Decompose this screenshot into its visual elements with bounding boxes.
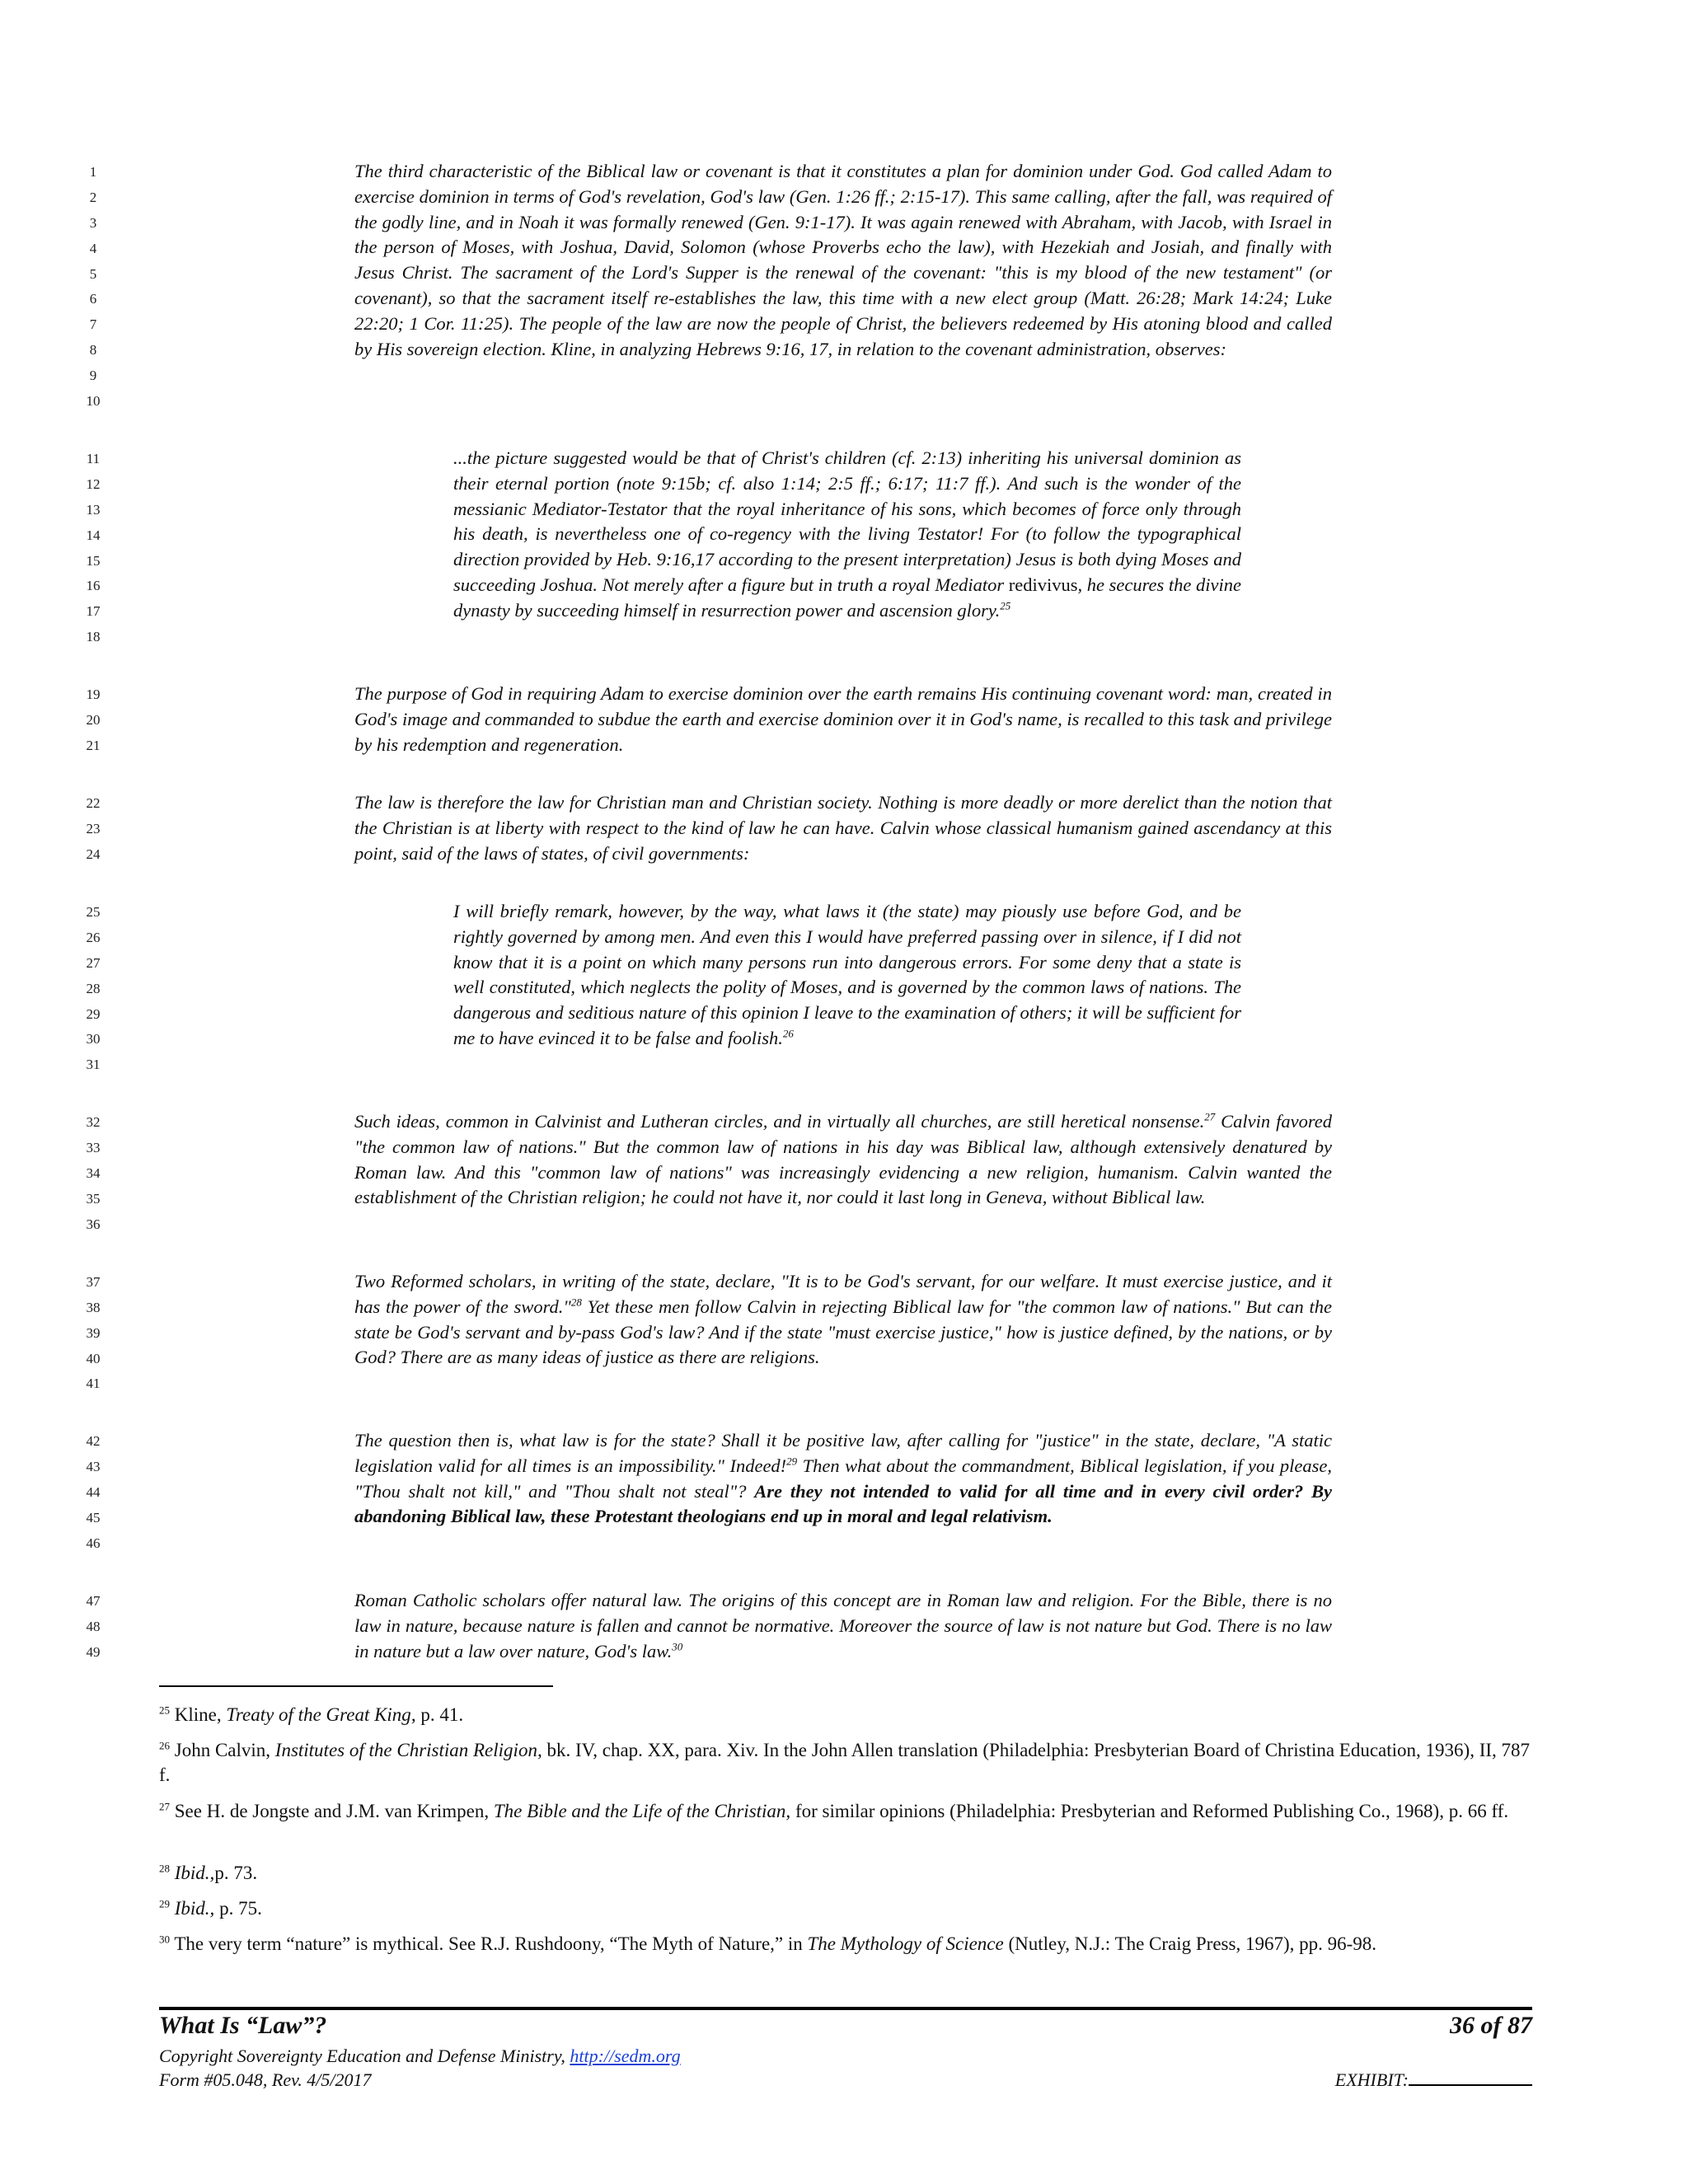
footnote-text: for similar opinions (Philadelphia: Presbyterian and Reformed Publishing Co., 1968), p. 66 ff.	[790, 1801, 1509, 1821]
footnote-number: 29	[159, 1897, 170, 1910]
footnote-ref[interactable]: 29	[786, 1455, 798, 1468]
form-revision: Form #05.048, Rev. 4/5/2017	[159, 2069, 372, 2090]
page-number: 36 of 87	[1450, 2012, 1532, 2039]
footnote-title: The Mythology of Science	[807, 1933, 1004, 1954]
paragraph-text: Roman Catholic scholars offer natural law. The origins of this concept are in Roman law and religion. For the Bible, there is no law in nature, because nature is fallen and cannot be normative. Moreover the source of law is not nature but God. There is no law in nature but a law over nature, God's law.	[354, 1590, 1332, 1661]
line-number: 22	[86, 795, 101, 811]
copyright-text: Copyright Sovereignty Education and Defense Ministry,	[159, 2046, 570, 2066]
line-number: 20	[86, 712, 101, 728]
copyright-line	[159, 2045, 681, 2067]
footnote-ref[interactable]: 25	[1000, 599, 1011, 612]
line-number: 45	[86, 1510, 101, 1526]
footnote	[159, 1738, 1532, 1788]
exhibit-label: EXHIBIT:	[1334, 2069, 1409, 2090]
line-number: 12	[86, 476, 101, 492]
footnote	[159, 1703, 1532, 1727]
quote-text: I will briefly remark, however, by the way, what laws it (the state) may piously use before God, and be rightly governed by among men. And even this I would have preferred passing over in silence, if I did not know that it is a point on which many persons run into dangerous errors. For some deny that a state is well constituted, which neglects the polity of Moses, and is governed by the common laws of nations. The dangerous and seditious nature of this opinion I leave to the examination of others; it will be sufficient for me to have evinced it to be false and foolish.	[453, 901, 1241, 1048]
line-number: 9	[89, 368, 97, 383]
line-number: 3	[89, 215, 97, 231]
line-number: 25	[86, 904, 101, 920]
paragraph-text: The question then is, what law is for the state? Shall it be positive law, after calling for "justice" in the state, declare, "A static legislation valid for all times is an impossibility." Indeed!	[354, 1430, 1332, 1476]
line-number: 10	[86, 393, 101, 409]
footnote-ref[interactable]: 27	[1204, 1110, 1216, 1123]
line-number: 17	[86, 603, 101, 619]
footnote-text: The very term “nature” is mythical. See R.J. Rushdoony, “The Myth of Nature,” in	[170, 1933, 808, 1954]
line-number: 31	[86, 1057, 101, 1072]
footnote-title: Ibid.,	[174, 1898, 215, 1919]
footnote-ref[interactable]: 28	[570, 1296, 582, 1309]
body-paragraph: The purpose of God in requiring Adam to exercise dominion over the earth remains His continuing covenant word: man, created in God's image and commanded to subdue the earth and exercise dominion over it in God's name, is recalled to this task and privilege by his redemption and regeneration.	[354, 683, 1332, 755]
line-number: 13	[86, 502, 101, 518]
footnote-number: 27	[159, 1800, 170, 1813]
footnote-text: (Nutley, N.J.: The Craig Press, 1967), pp. 96-98.	[1003, 1933, 1377, 1954]
footnote-number: 26	[159, 1739, 170, 1752]
line-number: 37	[86, 1274, 101, 1290]
line-number: 32	[86, 1114, 101, 1130]
line-number: 4	[89, 241, 97, 256]
paragraph-text: Calvin favored "the common law of nations." But the common law of nations in his day was Biblical law, although extensively denatured by Roman law. And this "common law of nations" was increasingly evidencing a new religion, humanism. Calvin wanted the establishment of the Christian religion; he could not have it, nor could it last long in Geneva, without Biblical law.	[354, 1111, 1332, 1208]
footnote-text: See H. de Jongste and J.M. van Krimpen,	[170, 1801, 494, 1821]
line-number: 38	[86, 1300, 101, 1315]
line-number: 27	[86, 955, 101, 971]
paragraph-text: Yet these men follow Calvin in rejecting Biblical law for "the common law of nations." But can the state be God's servant and by-pass God's law? And if the state "must exercise justice," how is justice defined, by the nations, or by God? There are as many ideas of justice as there are religions.	[354, 1296, 1333, 1368]
line-number: 21	[86, 738, 101, 753]
line-number: 30	[86, 1031, 101, 1047]
body-paragraph: The third characteristic of the Biblical law or covenant is that it constitutes a plan for dominion under God. God called Adam to exercise dominion in terms of God's revelation, God's law (Gen. 1:26 ff.; 2:15-17). This same calling, after the fall, was required of the godly line, and in Noah it was formally renewed (Gen. 9:1-17). It was again renewed with Abraham, with Jacob, with Israel in the person of Moses, with Joshua, David, Solomon (whose Proverbs echo the law), with Hezekiah and Josiah, and finally with Jesus Christ. The sacrament of the Lord's Supper is the renewal of the covenant: "this is my blood of the new testament" (or covenant), so that the sacrament itself re-establishes the law, this time with a new elect group (Matt. 26:28; Mark 14:24; Luke 22:20; 1 Cor. 11:25). The people of the law are now the people of Christ, the believers redeemed by His atoning blood and called by His sovereign election. Kline, in analyzing Hebrews 9:16, 17, in relation to the covenant administration, observes:	[354, 161, 1332, 359]
line-number: 11	[86, 451, 101, 466]
line-number: 16	[86, 578, 101, 593]
footnote	[159, 1861, 1532, 1886]
footnote-text: p. 73.	[214, 1863, 258, 1883]
line-number: 5	[89, 266, 97, 282]
line-number: 24	[86, 846, 101, 862]
footnote-title: Institutes of the Christian Religion,	[274, 1740, 542, 1760]
footnote	[159, 1799, 1532, 1824]
footnote	[159, 1896, 1532, 1921]
line-number: 19	[86, 687, 101, 702]
line-number: 42	[86, 1433, 101, 1449]
body-paragraph	[354, 1109, 1332, 1211]
footnote-ref[interactable]: 30	[672, 1640, 683, 1653]
line-number: 46	[86, 1535, 101, 1551]
line-number: 7	[89, 316, 97, 332]
quote-term: redivivus	[1008, 574, 1078, 595]
footnote-ref[interactable]: 26	[782, 1027, 794, 1040]
block-quote	[453, 899, 1241, 1052]
footnote-text: Kline,	[170, 1704, 227, 1725]
body-paragraph	[354, 1269, 1332, 1371]
footnote	[159, 1932, 1532, 1957]
emphasis-text: Are they not intended to valid for all time and in every civil order? By abandoning Biblical law, these Protestant theologians end up in moral and legal relativism.	[354, 1480, 1333, 1527]
line-number: 23	[86, 821, 101, 837]
line-number: 28	[86, 981, 101, 996]
footnote-text: John Calvin,	[170, 1740, 275, 1760]
footnote-number: 25	[159, 1704, 170, 1717]
line-number: 47	[86, 1593, 101, 1609]
body-paragraph	[354, 1588, 1332, 1664]
line-number: 44	[86, 1484, 101, 1500]
line-number: 40	[86, 1351, 101, 1366]
line-number: 29	[86, 1006, 101, 1022]
footnote-text: p. 75.	[214, 1898, 262, 1919]
footnote-separator	[159, 1685, 553, 1687]
footnote-text: , p. 41.	[410, 1704, 464, 1725]
footnote-title: Treaty of the Great King	[226, 1704, 411, 1725]
line-number: 34	[86, 1165, 101, 1181]
line-number: 15	[86, 553, 101, 569]
body-paragraph: The law is therefore the law for Christian man and Christian society. Nothing is more deadly or more derelict than the notion that the Christian is at liberty with respect to the kind of law he can have. Calvin whose classical humanism gained ascendancy at this point, said of the laws of states, of civil governments:	[354, 792, 1332, 864]
line-number: 33	[86, 1140, 101, 1155]
body-paragraph	[354, 1428, 1332, 1530]
exhibit-blank	[1409, 2069, 1532, 2086]
quote-text: , he secures the divine dynasty by succeeding himself in resurrection power and ascension glory.	[453, 574, 1241, 621]
line-number: 2	[89, 190, 97, 205]
line-number: 36	[86, 1216, 101, 1232]
line-number: 39	[86, 1325, 101, 1341]
line-number: 6	[89, 291, 97, 307]
line-number: 14	[86, 527, 101, 543]
line-number: 8	[89, 342, 97, 358]
paragraph-text: Two Reformed scholars, in writing of the state, declare, "It is to be God's servant, for our welfare. It must exercise justice, and it has the power of the sword."	[354, 1271, 1332, 1317]
line-number: 48	[86, 1619, 101, 1634]
footnote-text: bk. IV, chap. XX, para. Xiv. In the John Allen translation (Philadelphia: Presbyterian Board of Christina Education, 1936), II, 787 f.	[159, 1740, 1531, 1785]
exhibit-field	[1335, 2069, 1532, 2091]
sedm-link[interactable]: http://sedm.org	[570, 2046, 681, 2066]
paragraph-text: Then what about the commandment, Biblical legislation, if you please, "Thou shalt not kill," and "Thou shalt not steal"?	[354, 1455, 1332, 1502]
line-number: 35	[86, 1191, 101, 1207]
quote-text: ...the picture suggested would be that of Christ's children (cf. 2:13) inheriting his universal dominion as their eternal portion (note 9:15b; cf. also 1:14; 2:5 ff.; 6:17; 11:7 ff.). And such is the wonder of the messianic Mediator-Testator that the royal inheritance of his sons, which becomes of force only through his death, is nevertheless one of co-regency with the living Testator! For (to follow the typographical direction provided by Heb. 9:16,17 according to the present interpretation) Jesus is both dying Moses and succeeding Joshua. Not merely after a figure but in truth a royal Mediator	[453, 448, 1241, 595]
footnote-number: 30	[159, 1933, 170, 1946]
footer-separator	[159, 2007, 1532, 2010]
block-quote	[453, 446, 1241, 624]
footnote-title: The Bible and the Life of the Christian,	[493, 1801, 791, 1821]
line-number: 41	[86, 1376, 101, 1391]
line-number: 18	[86, 629, 101, 644]
line-number: 1	[89, 164, 97, 180]
document-title: What Is “Law”?	[159, 2012, 327, 2039]
line-number: 26	[86, 930, 101, 945]
footnote-title: Ibid.,	[174, 1863, 215, 1883]
line-number: 43	[86, 1459, 101, 1474]
line-number: 49	[86, 1644, 101, 1660]
paragraph-text: Such ideas, common in Calvinist and Lutheran circles, and in virtually all churches, are still heretical nonsense.	[354, 1111, 1205, 1132]
footnote-number: 28	[159, 1862, 170, 1875]
